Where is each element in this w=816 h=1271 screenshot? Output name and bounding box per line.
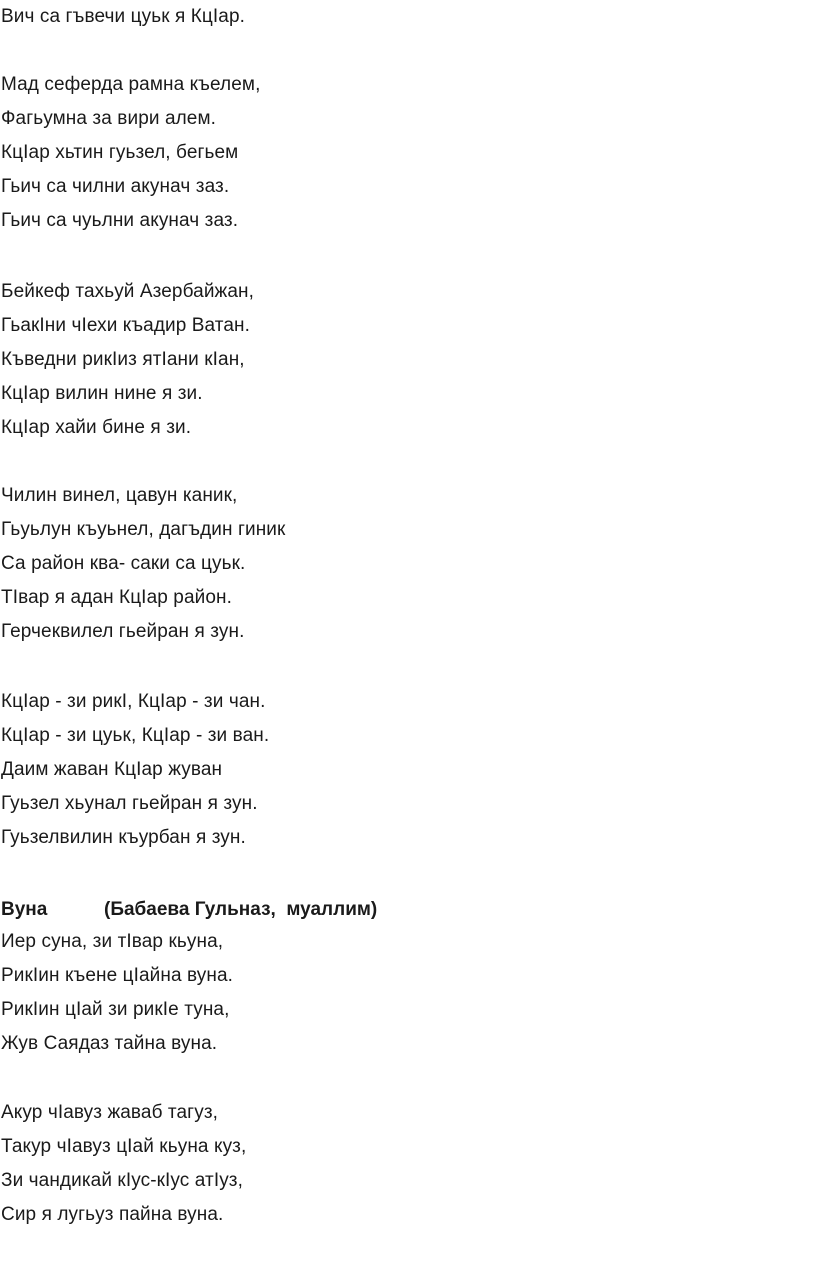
poem1-s2-line1: Бейкеф тахьуй Азербайжан,	[1, 281, 254, 302]
poem2-s2-line1: Акур чIавуз жаваб тагуз,	[1, 1102, 219, 1123]
poem1-s1-line1: Мад сеферда рамна къелем,	[1, 74, 261, 95]
poem2-s2-line2: Такур чIавуз цIай кьуна куз,	[1, 1136, 247, 1157]
poem1-intro-line: Вич са гъвечи цуьк я КцIар.	[1, 6, 246, 27]
poem1-s4-line3: Даим жаван КцIар жуван	[1, 759, 223, 780]
poem1-s2-line2: ГьакIни чIехи къадир Ватан.	[1, 315, 251, 336]
poem2-s1-line2: РикIин къене цIайна вуна.	[1, 965, 234, 986]
poem2-s2-line3: Зи чандикай кIус-кIус атIуз,	[1, 1170, 243, 1191]
poem1-s1-line3: КцIар хьтин гуьзел, бегьем	[1, 142, 239, 163]
poem2-s2-line4: Сир я лугьуз пайна вуна.	[1, 1204, 224, 1225]
poem2-s1-line1: Иер суна, зи тIвар кьуна,	[1, 931, 224, 952]
poem1-s2-line3: Къведни рикIиз ятIани кIан,	[1, 349, 245, 370]
poem1-s1-line5: Гьич са чуьлни акунач заз.	[1, 210, 239, 231]
poem2-s1-line3: РикIин цIай зи рикIе туна,	[1, 999, 230, 1020]
poem1-s2-line4: КцIар вилин нине я зи.	[1, 383, 203, 404]
poem1-s4-line1: КцIар - зи рикI, КцIар - зи чан.	[1, 691, 266, 712]
poem1-s4-line4: Гуьзел хьунал гьейран я зун.	[1, 793, 258, 814]
poem1-s3-line5: Герчеквилел гьейран я зун.	[1, 621, 245, 642]
poem1-s3-line1: Чилин винел, цавун каник,	[1, 485, 238, 506]
poem2-s1-line4: Жув Саядаз тайна вуна.	[1, 1033, 218, 1054]
poem1-s4-line5: Гуьзелвилин къурбан я зун.	[1, 827, 246, 848]
poem2-author: (Бабаева Гульназ, муаллим)	[104, 899, 378, 920]
poem1-s1-line2: Фагьумна за вири алем.	[1, 108, 217, 129]
poem1-s2-line5: КцIар хайи бине я зи.	[1, 417, 192, 438]
poem1-s3-line2: Гьуьлун къуьнел, дагъдин гиник	[1, 519, 286, 540]
poem1-s3-line3: Са район ква- саки са цуьк.	[1, 553, 246, 574]
poem1-s3-line4: ТIвар я адан КцIар район.	[1, 587, 232, 608]
poem1-s1-line4: Гьич са чилни акунач заз.	[1, 176, 230, 197]
poem1-s4-line2: КцIар - зи цуьк, КцIар - зи ван.	[1, 725, 270, 746]
poem2-title: Вуна	[1, 899, 48, 920]
